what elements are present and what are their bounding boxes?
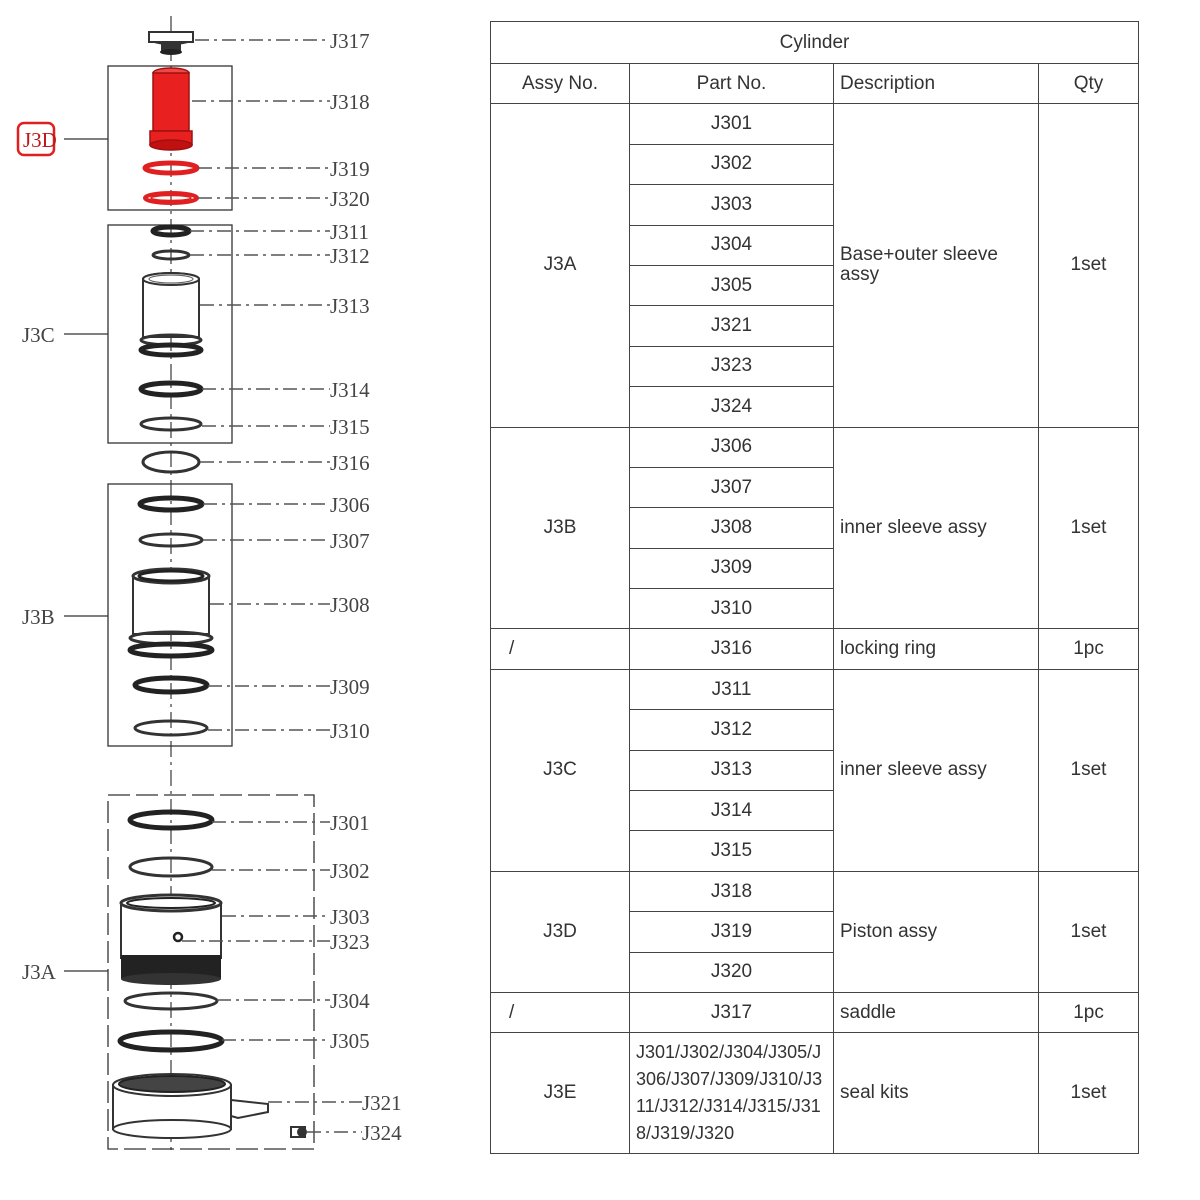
part-cell: J306	[630, 427, 834, 467]
callout-j308: J308	[330, 593, 370, 617]
group-label-j3d: J3D	[23, 128, 57, 152]
part-cell: J314	[630, 791, 834, 831]
callout-j303: J303	[330, 905, 370, 929]
callout-j312: J312	[330, 244, 370, 268]
callout-j314: J314	[330, 378, 370, 402]
part-cell: J311	[630, 669, 834, 709]
callout-j307: J307	[330, 529, 370, 553]
callout-j318: J318	[330, 90, 370, 114]
part-cell: J324	[630, 387, 834, 427]
callout-j313: J313	[330, 294, 370, 318]
table-row	[491, 871, 1139, 911]
assy-cell: J3D	[491, 871, 630, 992]
assy-cell: /	[491, 629, 630, 669]
part-cell: J312	[630, 710, 834, 750]
part-inner-sleeve-j313	[141, 273, 201, 355]
callout-j321: J321	[362, 1091, 402, 1115]
part-cell: J305	[630, 265, 834, 305]
seal-kit-line: 8/J319/J320	[636, 1123, 735, 1144]
part-cell: J307	[630, 467, 834, 507]
callout-j302: J302	[330, 859, 370, 883]
assy-cell: J3A	[491, 104, 630, 427]
assy-cell: J3B	[491, 427, 630, 629]
seal-kit-line: J301/J302/J304/J305/J	[636, 1042, 822, 1063]
description-cell: inner sleeve assy	[834, 427, 1039, 629]
description-cell: inner sleeve assy	[834, 669, 1039, 871]
part-piston	[150, 68, 192, 150]
table-title: Cylinder	[491, 22, 1139, 64]
part-cell: J315	[630, 831, 834, 871]
part-cell: J320	[630, 952, 834, 992]
table-row	[491, 669, 1139, 709]
part-cell: J303	[630, 185, 834, 225]
parts-table	[490, 21, 1139, 1154]
description-cell: saddle	[834, 992, 1039, 1032]
part-inner-sleeve-j308	[130, 569, 212, 656]
callout-j304: J304	[330, 989, 370, 1013]
part-cell: J319	[630, 912, 834, 952]
part-cell: J308	[630, 508, 834, 548]
table-row	[491, 992, 1139, 1032]
table-row	[491, 629, 1139, 669]
part-cell: J301	[630, 104, 834, 144]
part-cell: J317	[630, 992, 834, 1032]
callout-j315: J315	[330, 415, 370, 439]
part-cell: J302	[630, 144, 834, 184]
callout-j310: J310	[330, 719, 370, 743]
seal-kit-parts-cell	[630, 1033, 834, 1154]
part-cell: J304	[630, 225, 834, 265]
header-part-no: Part No.	[630, 64, 834, 104]
callout-j301: J301	[330, 811, 370, 835]
callout-j323: J323	[330, 930, 370, 954]
group-label-j3c: J3C	[22, 323, 55, 347]
description-cell: seal kits	[834, 1033, 1039, 1154]
table-row	[491, 1033, 1139, 1154]
seal-kit-line: 11/J312/J314/J315/J31	[636, 1096, 821, 1117]
qty-cell: 1set	[1039, 104, 1139, 427]
part-cell: J318	[630, 871, 834, 911]
table-header-row	[491, 64, 1139, 104]
header-assy-no: Assy No.	[491, 64, 630, 104]
callout-j305: J305	[330, 1029, 370, 1053]
exploded-parts-diagram	[0, 0, 480, 1200]
seal-kit-line: 306/J307/J309/J310/J3	[636, 1069, 823, 1090]
callout-j316: J316	[330, 451, 370, 475]
part-cell: J313	[630, 750, 834, 790]
callout-j317: J317	[330, 29, 370, 53]
qty-cell: 1pc	[1039, 992, 1139, 1032]
qty-cell: 1set	[1039, 427, 1139, 629]
part-seal-j314	[141, 383, 201, 395]
assy-cell: J3E	[491, 1033, 630, 1154]
part-cell: J323	[630, 346, 834, 386]
part-cell: J310	[630, 589, 834, 629]
table-row	[491, 427, 1139, 467]
description-cell: Piston assy	[834, 871, 1039, 992]
part-seal-j306	[140, 498, 202, 510]
group-label-j3b: J3B	[22, 605, 55, 629]
table-row	[491, 104, 1139, 144]
callout-j324: J324	[362, 1121, 402, 1145]
callout-j309: J309	[330, 675, 370, 699]
group-label-j3a: J3A	[22, 960, 56, 984]
qty-cell: 1set	[1039, 669, 1139, 871]
assy-cell: J3C	[491, 669, 630, 871]
part-cell: J321	[630, 306, 834, 346]
part-base-j321	[113, 1074, 268, 1138]
part-saddle	[149, 32, 193, 55]
part-fitting-j324	[291, 1127, 307, 1137]
qty-cell: 1pc	[1039, 629, 1139, 669]
callout-j320: J320	[330, 187, 370, 211]
qty-cell: 1set	[1039, 1033, 1139, 1154]
callout-j319: J319	[330, 157, 370, 181]
header-description: Description	[834, 64, 1039, 104]
description-cell: Base+outer sleeve assy	[834, 104, 1039, 427]
callout-j306: J306	[330, 493, 370, 517]
callout-j311: J311	[330, 220, 369, 244]
part-outer-sleeve-j303	[121, 895, 221, 985]
assy-cell: /	[491, 992, 630, 1032]
header-qty: Qty	[1039, 64, 1139, 104]
part-cell: J309	[630, 548, 834, 588]
description-cell: locking ring	[834, 629, 1039, 669]
part-cell: J316	[630, 629, 834, 669]
qty-cell: 1set	[1039, 871, 1139, 992]
